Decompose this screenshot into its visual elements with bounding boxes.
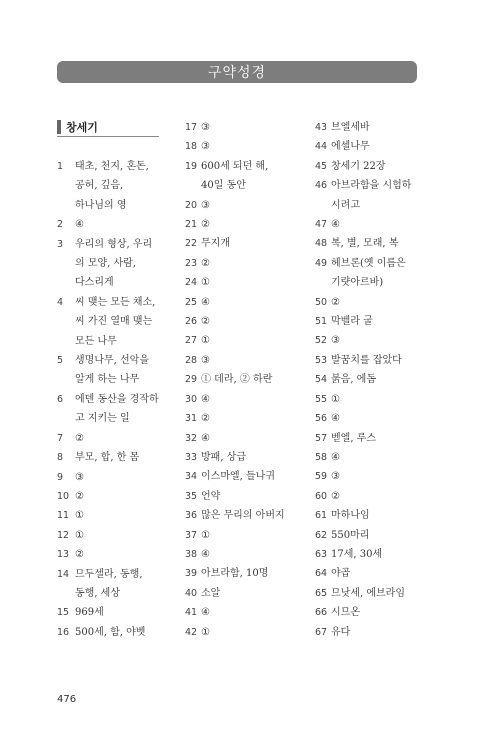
answer-text: 씨 맺는 모든 채소, 씨 가진 열매 맺는 모든 나무 — [75, 296, 156, 347]
answer-text: ① — [201, 529, 210, 541]
question-number: 3 — [57, 238, 64, 250]
question-number: 35 — [185, 490, 198, 502]
question-number: 18 — [185, 141, 198, 153]
question-number: 5 — [57, 355, 64, 367]
question-number: 10 — [57, 490, 70, 502]
answer-entry — [185, 118, 297, 137]
question-number: 16 — [57, 626, 70, 638]
answer-entry — [57, 468, 159, 487]
answer-entry — [185, 351, 297, 370]
answer-entry — [185, 331, 297, 350]
answer-text: 마하나임 — [331, 510, 370, 522]
question-number: 22 — [185, 238, 198, 250]
answer-text: ④ — [201, 607, 210, 619]
question-number: 20 — [185, 199, 198, 211]
answer-entry — [315, 293, 427, 312]
question-number: 49 — [315, 257, 328, 269]
answer-text: ③ — [331, 335, 340, 347]
answer-entry — [315, 603, 427, 622]
question-number: 32 — [185, 432, 198, 444]
answer-entry — [57, 487, 159, 506]
answer-entry — [57, 390, 159, 429]
question-number: 58 — [315, 451, 328, 463]
answer-entry — [185, 526, 297, 545]
answer-entry — [57, 565, 159, 604]
answer-entry — [315, 331, 427, 350]
answer-entry — [185, 623, 297, 642]
section-marker — [57, 120, 61, 134]
answer-entry — [315, 467, 427, 486]
answer-entry — [185, 603, 297, 622]
answer-column-2 — [185, 118, 297, 642]
answer-entry — [57, 603, 159, 622]
answer-entry — [315, 506, 427, 525]
question-number: 60 — [315, 490, 328, 502]
question-number: 9 — [57, 471, 64, 483]
answer-entry — [185, 370, 297, 389]
question-number: 33 — [185, 451, 198, 463]
answer-entry — [185, 545, 297, 564]
answer-entry — [57, 429, 159, 448]
question-number: 50 — [315, 296, 328, 308]
question-number: 28 — [185, 354, 198, 366]
answer-text: ② — [75, 432, 84, 444]
answer-entry — [315, 448, 427, 467]
answer-text: 방패, 상급 — [201, 451, 246, 463]
answer-entry — [315, 118, 427, 137]
answer-text: 복, 별, 모래, 복 — [331, 238, 399, 250]
answer-entry — [315, 312, 427, 331]
answer-entry — [185, 157, 297, 196]
answer-text: ④ — [75, 219, 84, 231]
answer-text: 우리의 형상, 우리 의 모양, 사람, 다스리게 — [75, 238, 153, 289]
question-number: 67 — [315, 626, 328, 638]
question-number: 43 — [315, 122, 328, 133]
question-number: 6 — [57, 393, 64, 405]
answer-text: 600세 되던 해, 40일 동안 — [201, 160, 269, 192]
question-number: 37 — [185, 529, 198, 541]
answer-text: ① 데라, ② 하란 — [201, 374, 273, 386]
answer-entry — [315, 370, 427, 389]
question-number: 63 — [315, 548, 328, 560]
answer-text: 창세기 22장 — [331, 160, 386, 172]
answer-text: ② — [331, 296, 340, 308]
question-number: 44 — [315, 141, 328, 153]
answer-text: 붉음, 에돔 — [331, 374, 376, 386]
answer-entry — [57, 448, 159, 467]
question-number: 19 — [185, 160, 198, 172]
answer-text: ③ — [331, 471, 340, 483]
answer-entry — [315, 409, 427, 428]
answer-entry — [315, 564, 427, 583]
section-heading — [57, 118, 159, 137]
answer-text: 생명나무, 선악을 알게 하는 나무 — [75, 355, 149, 386]
question-number: 17 — [185, 122, 198, 133]
answer-entry — [315, 429, 427, 448]
answer-text: 발꿈치를 잡았다 — [331, 354, 402, 366]
answer-entry — [315, 234, 427, 253]
answer-text: 헤브론(옛 이름은 기럇아르바) — [331, 257, 406, 289]
question-number: 40 — [185, 587, 198, 599]
answer-entry — [315, 157, 427, 176]
answer-entry — [57, 506, 159, 525]
answer-text: ① — [75, 510, 84, 522]
answer-text: ② — [201, 219, 210, 231]
answer-entry — [315, 545, 427, 564]
answer-text: ④ — [331, 451, 340, 463]
answer-entry — [315, 254, 427, 293]
answer-text: ① — [75, 529, 84, 541]
banner-title: 구약성경 — [207, 65, 267, 81]
answer-text: 많은 무리의 아버지 — [201, 510, 285, 522]
answer-text: ③ — [201, 141, 210, 153]
answer-text: ④ — [201, 432, 210, 444]
question-number: 13 — [57, 549, 70, 561]
answer-entry — [315, 215, 427, 234]
question-number: 39 — [185, 568, 198, 580]
answer-text: ② — [201, 413, 210, 425]
question-number: 31 — [185, 413, 198, 425]
section-title: 창세기 — [66, 121, 98, 134]
answer-entry — [185, 273, 297, 292]
answer-text: 므두셀라, 동행, 동행, 세상 — [75, 568, 143, 599]
answer-text: 태초, 천지, 혼돈, 공허, 깊음, 하나님의 영 — [75, 161, 149, 211]
answer-text: ③ — [201, 199, 210, 211]
answer-text: ① — [201, 277, 210, 289]
answer-entry — [315, 351, 427, 370]
answer-entry — [57, 545, 159, 564]
page-number: 476 — [57, 694, 77, 705]
answer-entry — [57, 623, 159, 642]
question-number: 66 — [315, 607, 328, 619]
answer-entry — [185, 467, 297, 486]
answer-entry — [315, 176, 427, 215]
question-number: 65 — [315, 587, 328, 599]
question-number: 1 — [57, 161, 64, 172]
question-number: 30 — [185, 393, 198, 405]
answer-text: 막벨라 굴 — [331, 316, 373, 328]
answer-text: ② — [75, 549, 84, 561]
question-number: 7 — [57, 432, 64, 444]
question-number: 47 — [315, 219, 328, 231]
answer-text: 아브라함, 10명 — [201, 568, 269, 580]
question-number: 56 — [315, 413, 328, 425]
answer-text: ③ — [75, 471, 84, 483]
question-number: 57 — [315, 432, 328, 444]
question-number: 34 — [185, 471, 198, 483]
answer-entry — [57, 235, 159, 293]
question-number: 48 — [315, 238, 328, 250]
question-number: 53 — [315, 354, 328, 366]
question-number: 21 — [185, 219, 198, 231]
answer-entry — [185, 429, 297, 448]
answer-text: 아브라함을 시험하 시려고 — [331, 180, 412, 211]
answer-text: ④ — [201, 296, 210, 308]
question-number: 15 — [57, 607, 70, 619]
answer-entry — [185, 137, 297, 156]
answer-text: ② — [75, 490, 84, 502]
answer-text: 벧엘, 루스 — [331, 432, 376, 444]
question-number: 45 — [315, 160, 328, 172]
question-number: 38 — [185, 548, 198, 560]
answer-text: ① — [201, 626, 210, 638]
answer-text: 500세, 함, 야벳 — [75, 626, 146, 638]
answer-entry — [185, 506, 297, 525]
question-number: 61 — [315, 510, 328, 522]
answer-text: ④ — [331, 413, 340, 425]
question-number: 12 — [57, 529, 70, 541]
question-number: 14 — [57, 568, 70, 580]
question-number: 2 — [57, 219, 64, 231]
answer-entry — [315, 584, 427, 603]
question-number: 55 — [315, 393, 328, 405]
answer-text: 므낫세, 에브라임 — [331, 587, 405, 599]
answer-text: ④ — [331, 219, 340, 231]
answer-entry — [57, 351, 159, 390]
question-number: 24 — [185, 277, 198, 289]
answer-entry — [57, 526, 159, 545]
answer-entry — [185, 487, 297, 506]
answer-entry — [315, 526, 427, 545]
question-number: 29 — [185, 374, 198, 386]
question-number: 59 — [315, 471, 328, 483]
question-number: 42 — [185, 626, 198, 638]
question-number: 54 — [315, 374, 328, 386]
answer-entry — [185, 254, 297, 273]
answer-text: ① — [331, 393, 340, 405]
answer-text: ③ — [201, 122, 210, 133]
answer-text: 유다 — [331, 626, 351, 638]
answer-text: ② — [201, 316, 210, 328]
answer-column-1 — [57, 118, 159, 642]
answer-text: ② — [331, 490, 340, 502]
answer-entry — [185, 448, 297, 467]
question-number: 4 — [57, 296, 64, 308]
answer-entry — [185, 312, 297, 331]
answer-entry — [57, 293, 159, 351]
answer-text: ① — [201, 335, 210, 347]
answer-entry — [185, 215, 297, 234]
question-number: 23 — [185, 257, 198, 269]
answer-text: ④ — [201, 393, 210, 405]
question-number: 36 — [185, 510, 198, 522]
answer-text: 소알 — [201, 587, 221, 599]
question-number: 8 — [57, 452, 64, 464]
answer-text: 969세 — [75, 607, 104, 619]
question-number: 27 — [185, 335, 198, 347]
answer-entry — [185, 234, 297, 253]
answer-entry — [185, 390, 297, 409]
answer-text: 부모, 합, 한 몸 — [75, 452, 140, 464]
answer-text: ④ — [201, 548, 210, 560]
chapter-banner — [57, 61, 417, 83]
answer-entry — [315, 487, 427, 506]
answer-text: 17세, 30세 — [331, 548, 383, 560]
answer-text: ② — [201, 257, 210, 269]
question-number: 46 — [315, 180, 328, 192]
answer-entry — [315, 390, 427, 409]
answer-text: 언약 — [201, 490, 221, 502]
answer-text: 야곱 — [331, 568, 351, 580]
answer-entry — [185, 196, 297, 215]
answer-entry — [315, 623, 427, 642]
question-number: 52 — [315, 335, 328, 347]
question-number: 41 — [185, 607, 198, 619]
answer-entry — [185, 409, 297, 428]
answer-text: 이스마엘, 들나귀 — [201, 471, 275, 483]
answer-text: 에셀나무 — [331, 141, 370, 153]
answer-text: ③ — [201, 354, 210, 366]
answer-column-3 — [315, 118, 427, 642]
answer-entry — [57, 157, 159, 215]
answer-entry — [315, 137, 427, 156]
answer-text: 무지개 — [201, 238, 230, 250]
answer-text: 550마리 — [331, 529, 370, 541]
answer-entry — [57, 215, 159, 234]
answer-text: 브엘세바 — [331, 122, 370, 133]
answer-entry — [185, 584, 297, 603]
answer-entry — [185, 564, 297, 583]
question-number: 25 — [185, 296, 198, 308]
answer-text: 에덴 동산을 경작하 고 지키는 일 — [75, 393, 159, 425]
question-number: 26 — [185, 316, 198, 328]
question-number: 11 — [57, 510, 70, 522]
answer-entry — [185, 293, 297, 312]
answer-text: 시므온 — [331, 607, 360, 619]
question-number: 62 — [315, 529, 328, 541]
question-number: 51 — [315, 316, 328, 328]
question-number: 64 — [315, 568, 328, 580]
